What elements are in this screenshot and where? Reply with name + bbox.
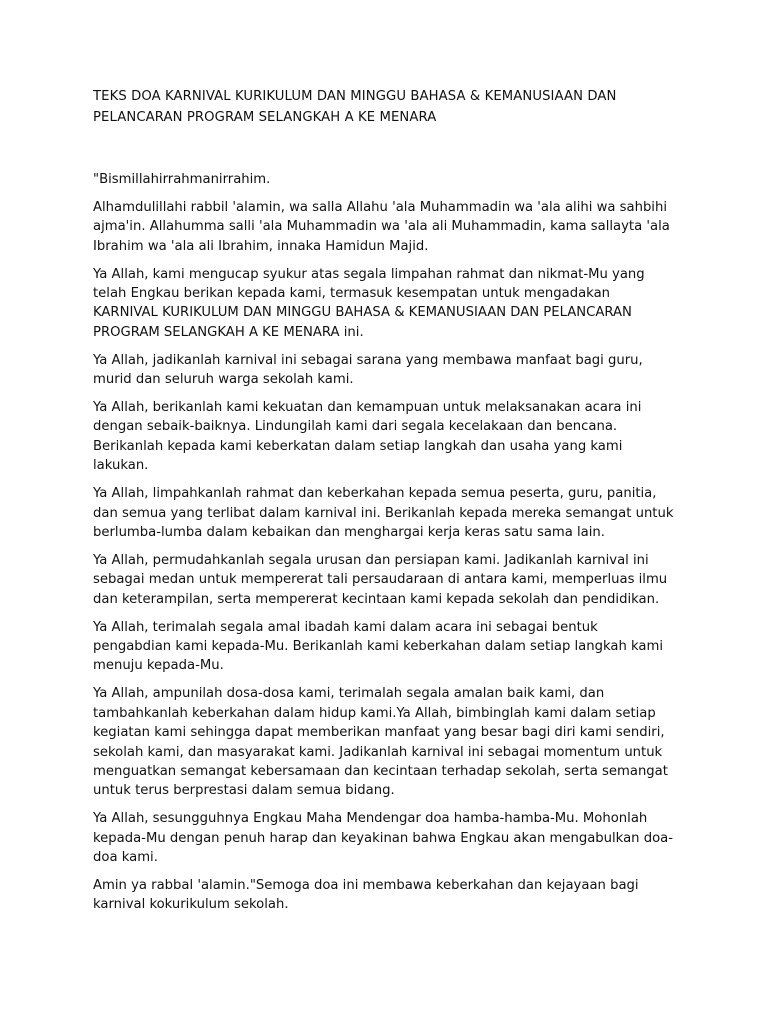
document-title: TEKS DOA KARNIVAL KURIKULUM DAN MINGGU BAHASA & KEMANUSIAAN DAN PELANCARAN PROGRAM SELANGKAH A KE MENARA — [93, 89, 617, 125]
document-body — [93, 170, 678, 915]
paragraph-6: Ya Allah, limpahkanlah rahmat dan keberkahan kepada semua peserta, guru, panitia, dan semua yang terlibat dalam karnival ini. Berikanlah kepada mereka semangat untuk berlumba-lumba dalam kebaikan dan menghargai kerja keras satu sama lain. — [93, 486, 674, 540]
paragraph-3: Ya Allah, kami mengucap syukur atas segala limpahan rahmat dan nikmat-Mu yang telah Engkau berikan kepada kami, termasuk kesempatan untuk mengadakan KARNIVAL KURIKULUM DAN MINGGU BAHASA & KEMANUSIAAN DAN PELANCARAN PROGRAM SELANGKAH A KE MENARA ini. — [93, 266, 645, 340]
paragraph-11: Amin ya rabbal 'alamin."Semoga doa ini membawa keberkahan dan kejayaan bagi karnival kokurikulum sekolah. — [93, 878, 639, 913]
paragraph-5: Ya Allah, berikanlah kami kekuatan dan kemampuan untuk melaksanakan acara ini dengan sebaik-baiknya. Lindungilah kami dari segala kecelakaan dan bencana. Berikanlah kepada kami keberkatan dalam setiap langkah dan usaha yang kami lakukan. — [93, 400, 642, 474]
paragraph-2: Alhamdulillahi rabbil 'alamin, wa salla Allahu 'ala Muhammadin wa 'ala alihi wa sahbihi ajma'in. Allahumma salli 'ala Muhammadin wa 'ala ali Muhammadin, kama sallayta 'ala Ibrahim wa 'ala ali Ibrahim, innaka Hamidun Majid. — [93, 199, 670, 254]
paragraph-4: Ya Allah, jadikanlah karnival ini sebagai sarana yang membawa manfaat bagi guru, murid dan seluruh warga sekolah kami. — [93, 352, 643, 388]
paragraph-9: Ya Allah, ampunilah dosa-dosa kami, terimalah segala amalan baik kami, dan tambahkanlah keberkahan dalam hidup kami.Ya Allah, bimbinglah kami dalam setiap kegiatan kami sehingga dapat memberikan manfaat yang besar bagi diri kami sendiri, sekolah kami, dan masyarakat kami. Jadikanlah karnival ini sebagai momentum untuk menguatkan semangat kebersamaan dan kecintaan terhadap sekolah, serta semangat untuk terus berprestasi dalam semua bidang. — [93, 686, 668, 799]
paragraph-8: Ya Allah, terimalah segala amal ibadah kami dalam acara ini sebagai bentuk pengabdian kami kepada-Mu. Berikanlah kami keberkahan dalam setiap langkah kami menuju kepada-Mu. — [93, 619, 664, 674]
paragraph-10: Ya Allah, sesungguhnya Engkau Maha Mendengar doa hamba-hamba-Mu. Mohonlah kepada-Mu dengan penuh harap dan keyakinan bahwa Engkau akan mengabulkan doa-doa kami. — [93, 811, 673, 866]
paragraph-1: "Bismillahirrahmanirrahim. — [93, 172, 271, 187]
paragraph-7: Ya Allah, permudahkanlah segala urusan dan persiapan kami. Jadikanlah karnival ini sebagai medan untuk mempererat tali persaudaraan di antara kami, memperluas ilmu dan keterampilan, serta mempererat kecintaan kami kepada sekolah dan pendidikan. — [93, 552, 668, 607]
